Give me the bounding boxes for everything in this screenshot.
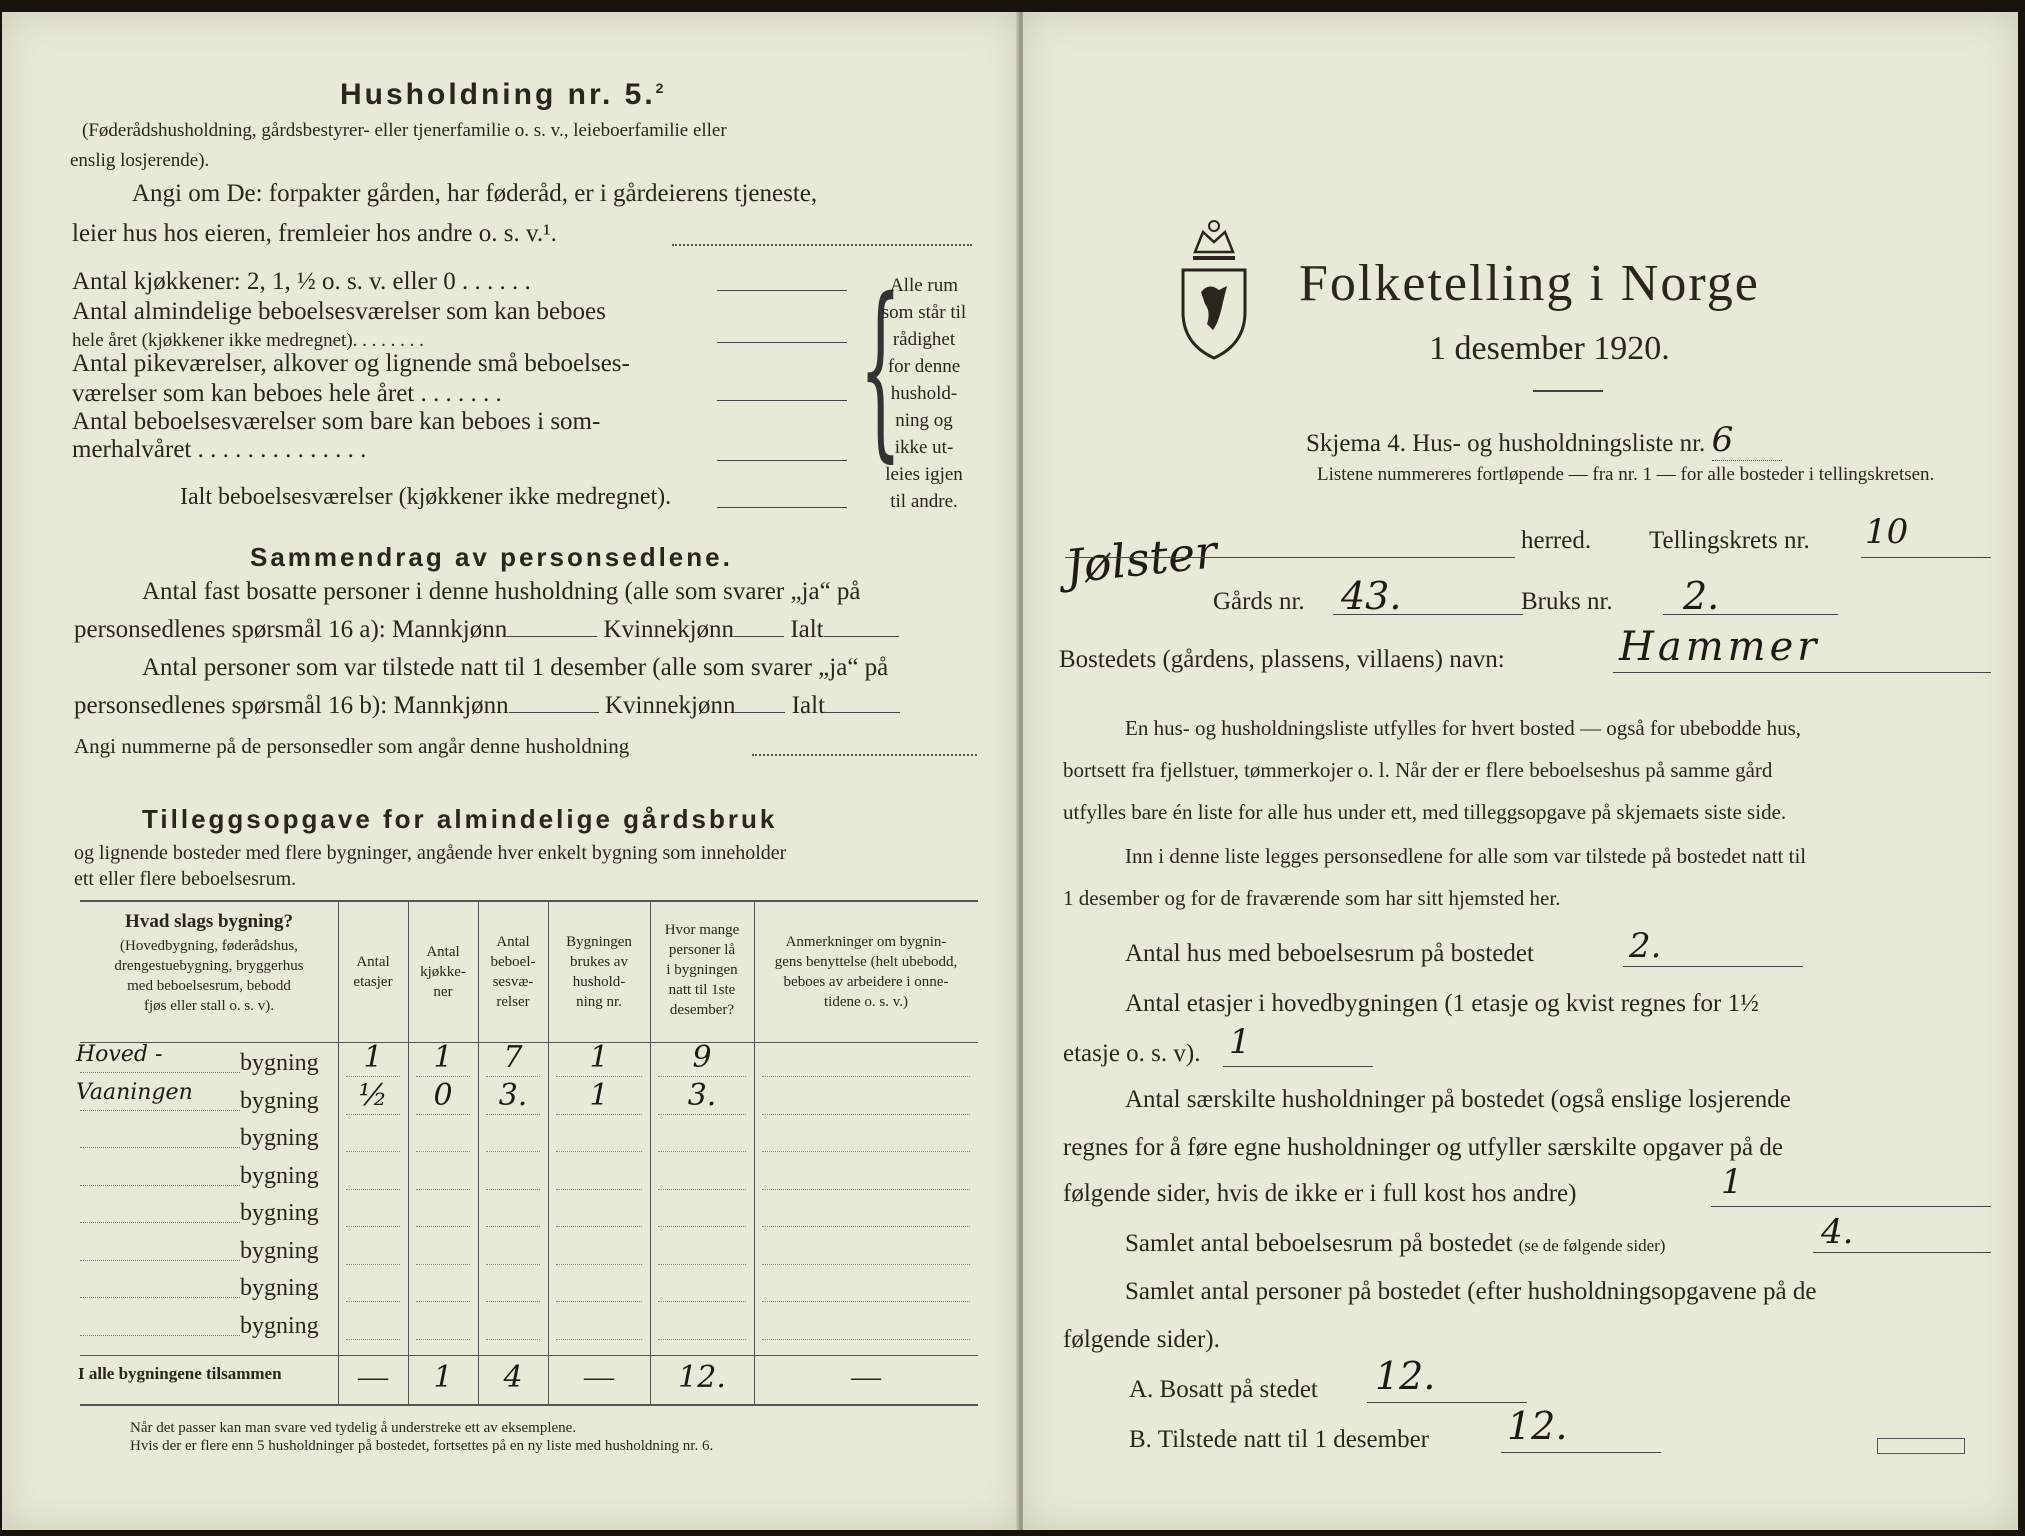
q-hush-1: Antal særskilte husholdninger på bostedet (også enslige losjerende (1125, 1086, 1791, 1113)
col-header-etasjer: Antal etasjer (353, 954, 393, 990)
building-suffix: bygning (240, 1125, 319, 1151)
tillegg-line-2: ett eller flere beboelsesrum. (74, 868, 297, 890)
household-title: Husholdning nr. 5.$^2$ (340, 78, 667, 111)
angi-line-1: Angi om De: forpakter gården, har føderåd, er i gårdeierens tjeneste, (132, 180, 818, 207)
building-suffix: bygning (240, 1312, 319, 1339)
info-line-4: Inn i denne liste legges personsedlene for alle som var tilstede på bostedet natt til (1125, 844, 1807, 868)
q-etasjer-2: etasje o. s. v). (1063, 1040, 1201, 1067)
total-kjokkener: 1 (433, 1360, 453, 1395)
a-value: 12. (1375, 1354, 1436, 1398)
krets-value: 10 (1865, 512, 1909, 552)
total-etasjer: — (358, 1360, 388, 1393)
printer-stamp (1877, 1438, 1965, 1454)
q-hush-value: 1 (1721, 1162, 1743, 1202)
cell-etasjer: ½ (358, 1077, 388, 1113)
bruks-value: 2. (1683, 574, 1720, 618)
total-personer: 12. (678, 1360, 726, 1395)
rooms-line-1: Antal kjøkkener: 2, 1, ½ o. s. v. eller 0 . . . . . . (72, 268, 531, 295)
total-husholdning: — (584, 1360, 614, 1393)
intro-line-2: enslig losjerende). (70, 150, 210, 171)
sammendrag-title: Sammendrag av personsedlene. (250, 542, 733, 572)
footnote-1: Når det passer kan man svare ved tydelig å understreke ett av eksemplene. (130, 1420, 577, 1436)
footnote-2: Hvis der er flere enn 5 husholdninger på bostedet, fortsettes på en ny liste med husholdning nr. 6. (130, 1438, 714, 1454)
skjema-line: Skjema 4. Hus- og husholdningsliste nr. 6 (1306, 420, 1782, 461)
q-hush-2: regnes for å føre egne husholdninger og utfyller særskilte opgaver på de (1063, 1134, 1783, 1161)
building-suffix: bygning (240, 1237, 319, 1264)
col-header-type: Hvad slags bygning? (Hovedbygning, føderådshus, drengestuebygning, bryggerhus med beboelsesrum, bebodd fjøs eller stall o. s. v). (114, 911, 304, 1014)
tillegg-title: Tilleggsopgave for almindelige gårdsbruk (142, 804, 778, 834)
cell-hush: 1 (589, 1040, 609, 1075)
sammendrag-nummer: Angi nummerne på de personsedler som angår denne husholdning (74, 734, 630, 758)
q-hush-3: følgende sider, hvis de ikke er i full kost hos andre) (1063, 1180, 1577, 1207)
main-title: Folketelling i Norge (1299, 255, 1760, 312)
building-suffix: bygning (240, 1087, 319, 1114)
coat-of-arms-icon (1173, 212, 1255, 362)
cell-pers: 3. (687, 1077, 717, 1113)
cell-kjokken: 1 (433, 1040, 453, 1075)
intro-line-1: (Føderådshusholdning, gårdsbestyrer- eller tjenerfamilie o. s. v., leieboerfamilie eller (82, 120, 727, 141)
angi-line-2: leier hus hos eieren, fremleier hos andre o. s. v.¹. (72, 220, 557, 247)
info-line-1: En hus- og husholdningsliste utfylles for hvert bosted — også for ubebodde hus, (1125, 716, 1801, 740)
krets-label: Tellingskrets nr. (1649, 527, 1810, 554)
sammendrag-line-1: Antal fast bosatte personer i denne husholdning (alle som svarer „ja“ på (142, 578, 861, 605)
rooms-line-5: værelser som kan beboes hele året . . . . . . . (72, 380, 502, 407)
b-value: 12. (1507, 1404, 1568, 1448)
building-name: Hoved - (76, 1042, 163, 1067)
left-page: Husholdning nr. 5.$^2$ (Føderådshusholdning, gårdsbestyrer- eller tjenerfamilie o. s. v., leieboerfamilie eller enslig losjerende). Angi om De: forpakter gården, har føderåd, er i gårdeierens tjeneste, leier hus hos eieren, fremleier hos andre o. s. v.¹. Antal kjøkkener: 2, 1, ½ o. s. v. eller 0 . . . . . . Antal almindelige beboelsesværelser som kan beboes hele året (kjøkkener ikke medregnet). . . . . . . . Antal pikeværelser, alkover og lignende små beboelses- værelser som kan beboes hele året . . . . . . . Antal beboelsesværelser som bare kan beboes i som- merhalvåret . . . . . . . . . . . . . . { Alle rum som står til rådighet for denne hushold- ning og ikke ut- leies igjen til andre. Ialt beboelsesværelser (kjøkkener ikke medregnet). Sammendrag av personsedlene. Antal fast bosatte personer i denne husholdning (alle som svarer „ja“ på personsedlenes spørsmål 16 a): Mannkjønn Kvinnekjønn Ialt Antal personer som var tilstede natt til 1 desember (alle som svarer „ja“ på personsedlenes spørsmål 16 b): Mannkjønn Kvinnekjønn Ialt Angi nummerne på de personsedler som angår denne husholdning Tilleggsopgave for almindelige gårdsbruk og lignende bosteder med flere bygninger, angående hver enkelt bygning som inneholder ett eller flere beboelsesrum. Hvad slags bygning? (Hovedbygning, føderådshus, drengestuebygning, bryggerhus med beboelsesrum, bebodd fjøs eller stall o. s. v). Antal etasjer Antal kjøkke- ner Antal beboel- sesvæ- relser Bygningen brukes av hushold- ning nr. Hvor mange personer lå i bygningen natt til 1ste desember? Anmerkninger om bygnin- gens benyttelse (helt ubebodd, beboes av arbeidere i onne- tidene o. s. v.) Hoved - bygning 1 1 7 1 9 Vaaningen bygning ½ 0 3. 1 3. bygning bygning bygning bygning bygning bygning I alle bygningene tilsammen — 1 4 — 12. — Når det passer kan man svare ved tydelig å understreke ett av eksemplene. Hvis der er flere enn 5 husholdninger på bostedet, fortsettes på en ny liste med husholdning nr. 6. (2, 12, 1020, 1530)
rooms-line-3: hele året (kjøkkener ikke medregnet). . . . . . . . (72, 330, 424, 351)
rooms-line-6: Antal beboelsesværelser som bare kan beboes i som- (72, 408, 601, 435)
building-name: Vaaningen (76, 1079, 193, 1105)
col-header-husholdning: Bygningen brukes av hushold- ning nr. (566, 934, 632, 1010)
listene-note: Listene nummereres fortløpende — fra nr. 1 — for alle bosteder i tellingskretsen. (1317, 464, 1935, 485)
bosted-label: Bostedets (gårdens, plassens, villaens) navn: (1059, 646, 1505, 673)
census-date: 1 desember 1920. (1429, 330, 1670, 367)
cell-vaer: 3. (498, 1077, 528, 1113)
cell-hush: 1 (589, 1077, 609, 1113)
ialt-rooms: Ialt beboelsesværelser (kjøkkener ikke medregnet). (180, 484, 672, 510)
q-hus-value: 2. (1629, 926, 1662, 966)
cell-pers: 9 (692, 1040, 712, 1075)
sammendrag-line-3: Antal personer som var tilstede natt til 1 desember (alle som svarer „ja“ på (142, 654, 889, 681)
a-label: A. Bosatt på stedet (1129, 1376, 1318, 1403)
q-pers-2: følgende sider). (1063, 1326, 1220, 1353)
gards-label: Gårds nr. (1213, 588, 1305, 615)
total-label: I alle bygningene tilsammen (78, 1364, 282, 1383)
building-suffix: bygning (240, 1050, 319, 1076)
total-anmerkninger: — (851, 1360, 881, 1393)
b-label: B. Tilstede natt til 1 desember (1129, 1426, 1429, 1453)
gards-value: 43. (1341, 574, 1402, 618)
q-pers-1: Samlet antal personer på bostedet (efter husholdningsopgavene på de (1125, 1278, 1817, 1305)
building-suffix: bygning (240, 1275, 319, 1301)
rooms-line-7: merhalvåret . . . . . . . . . . . . . . (72, 436, 367, 463)
info-line-5: 1 desember og for de fraværende som har sitt hjemsted her. (1063, 886, 1561, 910)
bosted-value: Hammer (1619, 624, 1821, 670)
building-suffix: bygning (240, 1162, 319, 1189)
rooms-line-2: Antal almindelige beboelsesværelser som kan beboes (72, 298, 606, 325)
bruks-label: Bruks nr. (1521, 588, 1613, 615)
building-suffix: bygning (240, 1200, 319, 1226)
q-etasjer-value: 1 (1229, 1022, 1251, 1062)
right-page (1023, 12, 2018, 1530)
total-vaerelser: 4 (503, 1360, 523, 1395)
q-hus: Antal hus med beboelsesrum på bostedet (1125, 940, 1534, 967)
cell-etasjer: 1 (363, 1040, 383, 1075)
herred-value: Jølster (1062, 524, 1220, 594)
rooms-line-4: Antal pikeværelser, alkover og lignende små beboelses- (72, 350, 630, 377)
herred-label: herred. (1521, 527, 1592, 554)
cell-vaer: 7 (503, 1040, 523, 1075)
col-header-anmerkninger: Anmerkninger om bygnin- gens benyttelse (helt ubebodd, beboes av arbeidere i onne- tidene o. s. v.) (774, 934, 958, 1010)
info-line-3: utfylles bare én liste for alle hus under ett, med tilleggsopgave på skjemaets siste side. (1063, 800, 1787, 824)
tillegg-line-1: og lignende bosteder med flere bygninger, angående hver enkelt bygning som inneholder (74, 842, 787, 864)
sammendrag-line-4: personsedlenes spørsmål 16 b): Mannkjønn Kvinnekjønn Ialt (74, 692, 900, 720)
q-rum: Samlet antal beboelsesrum på bostedet (se de følgende sider) (1125, 1230, 1666, 1257)
q-rum-value: 4. (1821, 1212, 1854, 1252)
col-header-kjokkener: Antal kjøkke- ner (420, 944, 466, 1000)
info-line-2: bortsett fra fjellstuer, tømmerkojer o. l. Når der er flere beboelseshus på samme gård (1063, 758, 1773, 782)
brace-note: Alle rum som står til rådighet for denne hushold- ning og ikke ut- leies igjen til andre. (881, 275, 967, 512)
q-etasjer-1: Antal etasjer i hovedbygningen (1 etasje og kvist regnes for 1½ (1125, 990, 1759, 1017)
cell-kjokken: 0 (433, 1077, 453, 1113)
sammendrag-line-2: personsedlenes spørsmål 16 a): Mannkjønn Kvinnekjønn Ialt (74, 616, 899, 644)
col-header-personer: Hvor mange personer lå i bygningen natt til 1ste desember? (664, 922, 740, 1018)
col-header-vaerelser: Antal beboel- sesvæ- relser (490, 934, 536, 1010)
